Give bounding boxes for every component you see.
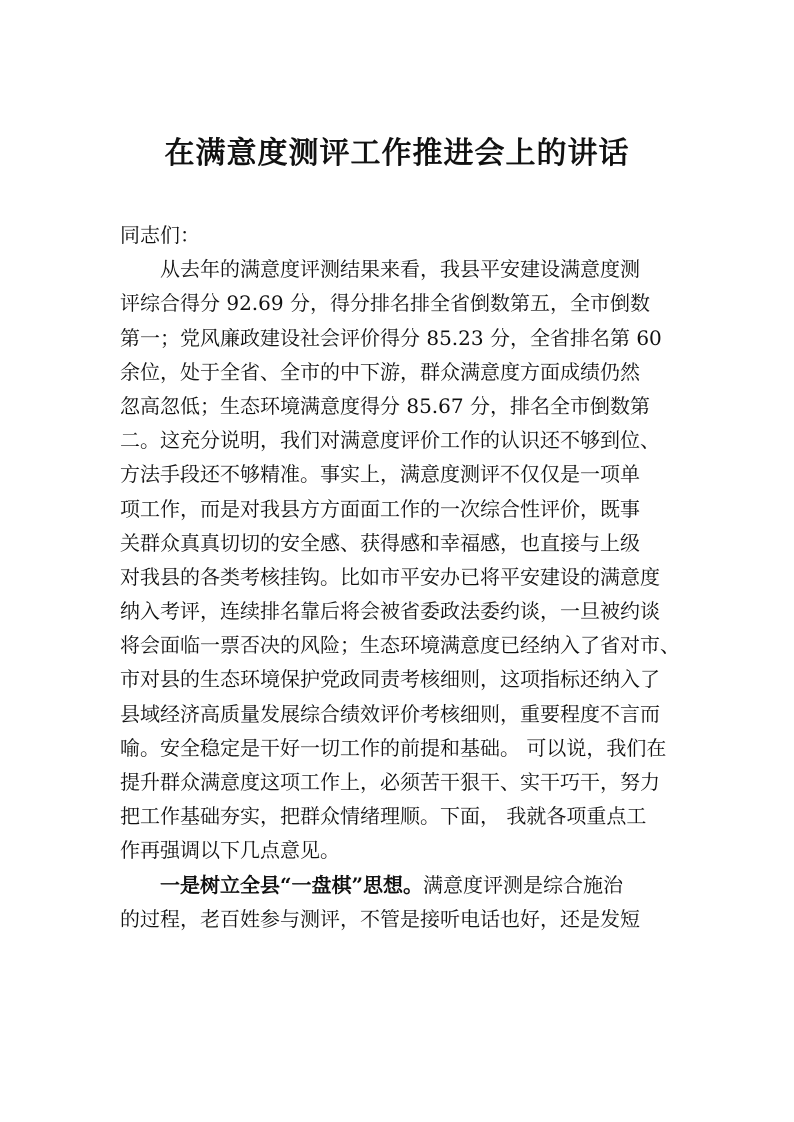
paragraph-line: 项工作，而是对我县方方面面工作的一次综合性评价，既事 <box>120 496 640 521</box>
paragraph-line: 纳入考评，连续排名靠后将会被省委政法委约谈，一旦被约谈 <box>120 599 660 624</box>
document-title: 在满意度测评工作推进会上的讲话 <box>164 136 630 171</box>
paragraph-line: 忽高忽低；生态环境满意度得分 85.67 分，排名全市倒数第 <box>120 393 650 418</box>
paragraph-line: 对我县的各类考核挂钩。比如市平安办已将平安建设的满意度 <box>120 564 660 589</box>
paragraph-line: 把工作基础夯实，把群众情绪理顺。下面， 我就各项重点工 <box>120 804 647 829</box>
paragraph-line: 作再强调以下几点意见。 <box>120 838 340 863</box>
paragraph-line: 市对县的生态环境保护党政同责考核细则，这项指标还纳入了 <box>120 667 660 692</box>
paragraph-line: 的过程，老百姓参与测评，不管是接听电话也好，还是发短 <box>120 906 640 931</box>
paragraph-line: 喻。安全稳定是干好一切工作的前提和基础。 可以说，我们在 <box>120 735 667 760</box>
paragraph-line: 方法手段还不够精准。事实上，满意度测评不仅仅是一项单 <box>120 462 640 487</box>
paragraph-line: 从去年的满意度评测结果来看，我县平安建设满意度测 <box>160 257 640 282</box>
paragraph-line: 余位，处于全省、全市的中下游，群众满意度方面成绩仍然 <box>120 359 640 384</box>
paragraph-line: 关群众真真切切的安全感、获得感和幸福感，也直接与上级 <box>120 530 640 555</box>
paragraph-line: 将会面临一票否决的风险；生态环境满意度已经纳入了省对市、 <box>120 633 680 658</box>
point1-first-text: 满意度评测是综合施治 <box>423 872 624 897</box>
point1-heading: 一是树立全县“一盘棋”思想。 <box>160 872 424 897</box>
paragraph-line: 提升群众满意度这项工作上，必须苦干狠干、实干巧干，努力 <box>120 770 660 794</box>
point1-first-line <box>120 868 700 902</box>
document-body <box>120 218 700 936</box>
greeting: 同志们： <box>120 223 200 247</box>
paragraph-line: 二。这充分说明，我们对满意度评价工作的认识还不够到位、 <box>120 428 660 453</box>
paragraph-line: 评综合得分 92.69 分，得分排名排全省倒数第五，全市倒数 <box>120 291 650 316</box>
paragraph-line: 第一；党风廉政建设社会评价得分 85.23 分，全省排名第 60 <box>120 325 662 350</box>
paragraph-line: 县域经济高质量发展综合绩效评价考核细则，重要程度不言而 <box>120 701 660 726</box>
